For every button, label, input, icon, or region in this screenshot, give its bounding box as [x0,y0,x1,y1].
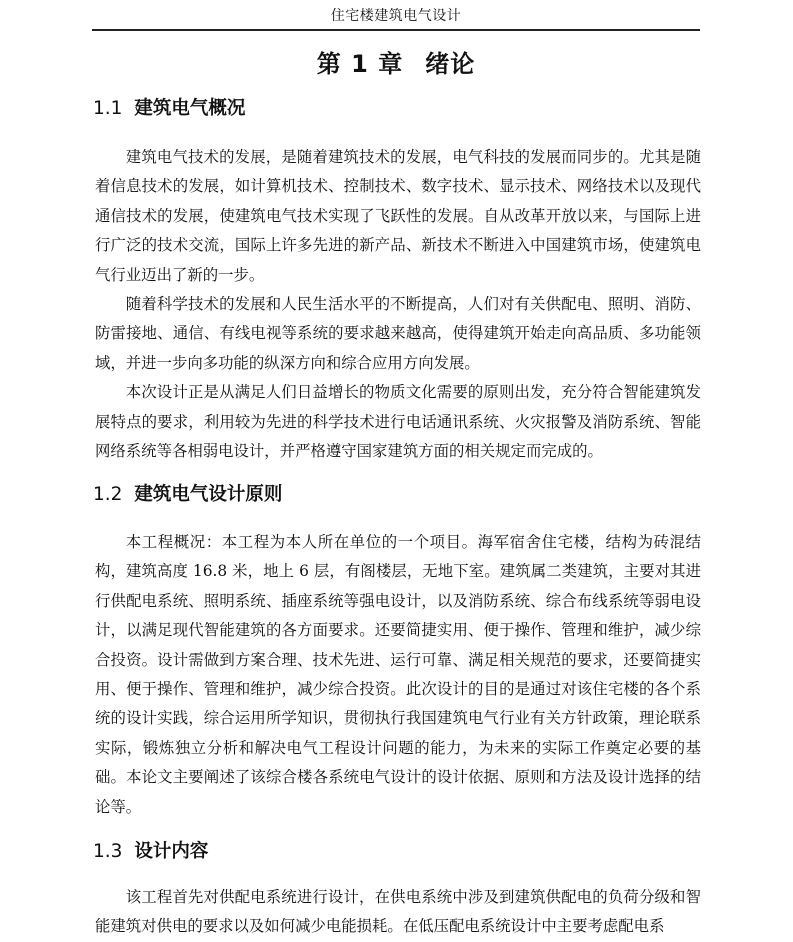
paragraph: 本次设计正是从满足人们日益增长的物质文化需要的原则出发，充分符合智能建筑发展特点的要求，利用较为先进的科学技术进行电话通讯系统、火灾报警及消防系统、智能网络系统等各相弱电设计，并严格遵守国家建筑方面的相关规定而完成的。 [95,383,701,461]
section-number: 1.2 [93,484,123,505]
section-number: 1.1 [93,98,123,119]
paragraph: 建筑电气技术的发展，是随着建筑技术的发展，电气科技的发展而同步的。尤其是随着信息技术的发展，如计算机技术、控制技术、数字技术、显示技术、网络技术以及现代通信技术的发展，使建筑电气技术实现了飞跃性的发展。自从改革开放以来，与国际上进行广泛的技术交流，国际上许多先进的新产品、新技术不断进入中国建筑市场，使建筑电气行业迈出了新的一步。 [95,148,701,284]
section-heading-1-2 [93,482,282,508]
running-header: 住宅楼建筑电气设计 [330,8,462,24]
chapter-number: 第 1 章 [316,50,404,78]
paragraph: 随着科学技术的发展和人民生活水平的不断提高，人们对有关供配电、照明、消防、防雷接地、通信、有线电视等系统的要求越来越高，使得建筑开始走向高品质、多功能领域，并进一步向多功能的纵深方向和综合应用方向发展。 [95,295,701,372]
section-number: 1.3 [93,841,123,862]
section-body-1-3 [95,883,701,942]
chapter-title [92,46,700,82]
section-heading-1-3 [93,839,208,865]
section-title: 建筑电气设计原则 [134,484,283,505]
section-body-1-2 [95,528,701,822]
section-heading-1-1 [93,96,245,122]
section-title: 设计内容 [134,841,209,862]
paragraph: 该工程首先对供配电系统进行设计，在供电系统中涉及到建筑供配电的负荷分级和智能建筑对供电的要求以及如何减少电能损耗。在低压配电系统设计中主要考虑配电系 [95,888,701,936]
header-divider [92,29,700,31]
chapter-name: 绪论 [425,50,476,78]
paragraph: 本工程概况：本工程为本人所在单位的一个项目。海军宿舍住宅楼，结构为砖混结构，建筑高度 16.8 米，地上 6 层，有阁楼层，无地下室。建筑属二类建筑，主要对其进行供配电系统、照明系统、插座系统等强电设计，以及消防系统、综合布线系统等弱电设计，以满足现代智能建筑的各方面要求。还要简捷实用、便于操作、管理和维护，减少综合投资。设计需做到方案合理、技术先进、运行可靠、满足相关规范的要求，还要简捷实用、便于操作、管理和维护，减少综合投资。此次设计的目的是通过对该住宅楼的各个系统的设计实践，综合运用所学知识，贯彻执行我国建筑电气行业有关方针政策，理论联系实际，锻炼独立分析和解决电气工程设计问题的能力，为未来的实际工作奠定必要的基础。本论文主要阐述了该综合楼各系统电气设计的设计依据、原则和方法及设计选择的结论等。 [95,533,701,816]
section-title: 建筑电气概况 [134,98,246,119]
section-body-1-1 [95,143,701,466]
